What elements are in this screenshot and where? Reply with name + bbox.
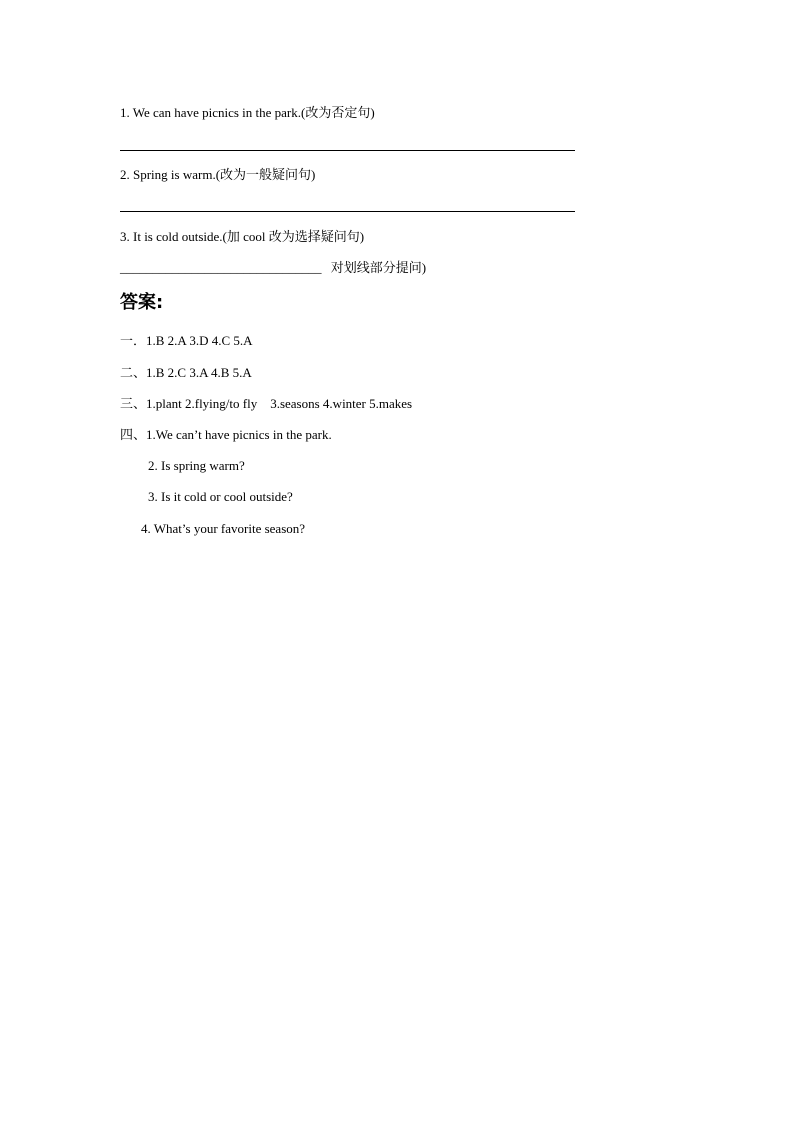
exercise-q1: 1. We can have picnics in the park.(改为否定句) [120,105,375,120]
answer-part4-item3: 3. Is it cold or cool outside? [148,489,293,504]
exercise-q2: 2. Spring is warm.(改为一般疑问句) [120,167,316,182]
exercise-q3: 3. It is cold outside.(加 cool 改为选择疑问句) [120,229,365,244]
exercise-q4 [120,260,426,276]
answer-part4-item4: 4. What’s your favorite season? [141,521,306,536]
exercise-q4-suffix: 对划线部分提问) [330,260,427,275]
answer-part3: 三、1.plant 2.flying/to fly 3.seasons 4.winter 5.makes [120,396,413,411]
answers-heading: 答案: [120,292,164,313]
answer-part4-item1: 四、1.We can’t have picnics in the park. [120,427,332,442]
answer-line-q1 [120,150,575,151]
exercise-q4-blank: _______________________________ [120,260,322,275]
answer-part4-item2: 2. Is spring warm? [148,458,245,473]
answer-part1: 一．1.B 2.A 3.D 4.C 5.A [120,333,253,348]
answer-line-q2 [120,211,575,212]
answer-part2: 二、1.B 2.C 3.A 4.B 5.A [120,365,252,380]
